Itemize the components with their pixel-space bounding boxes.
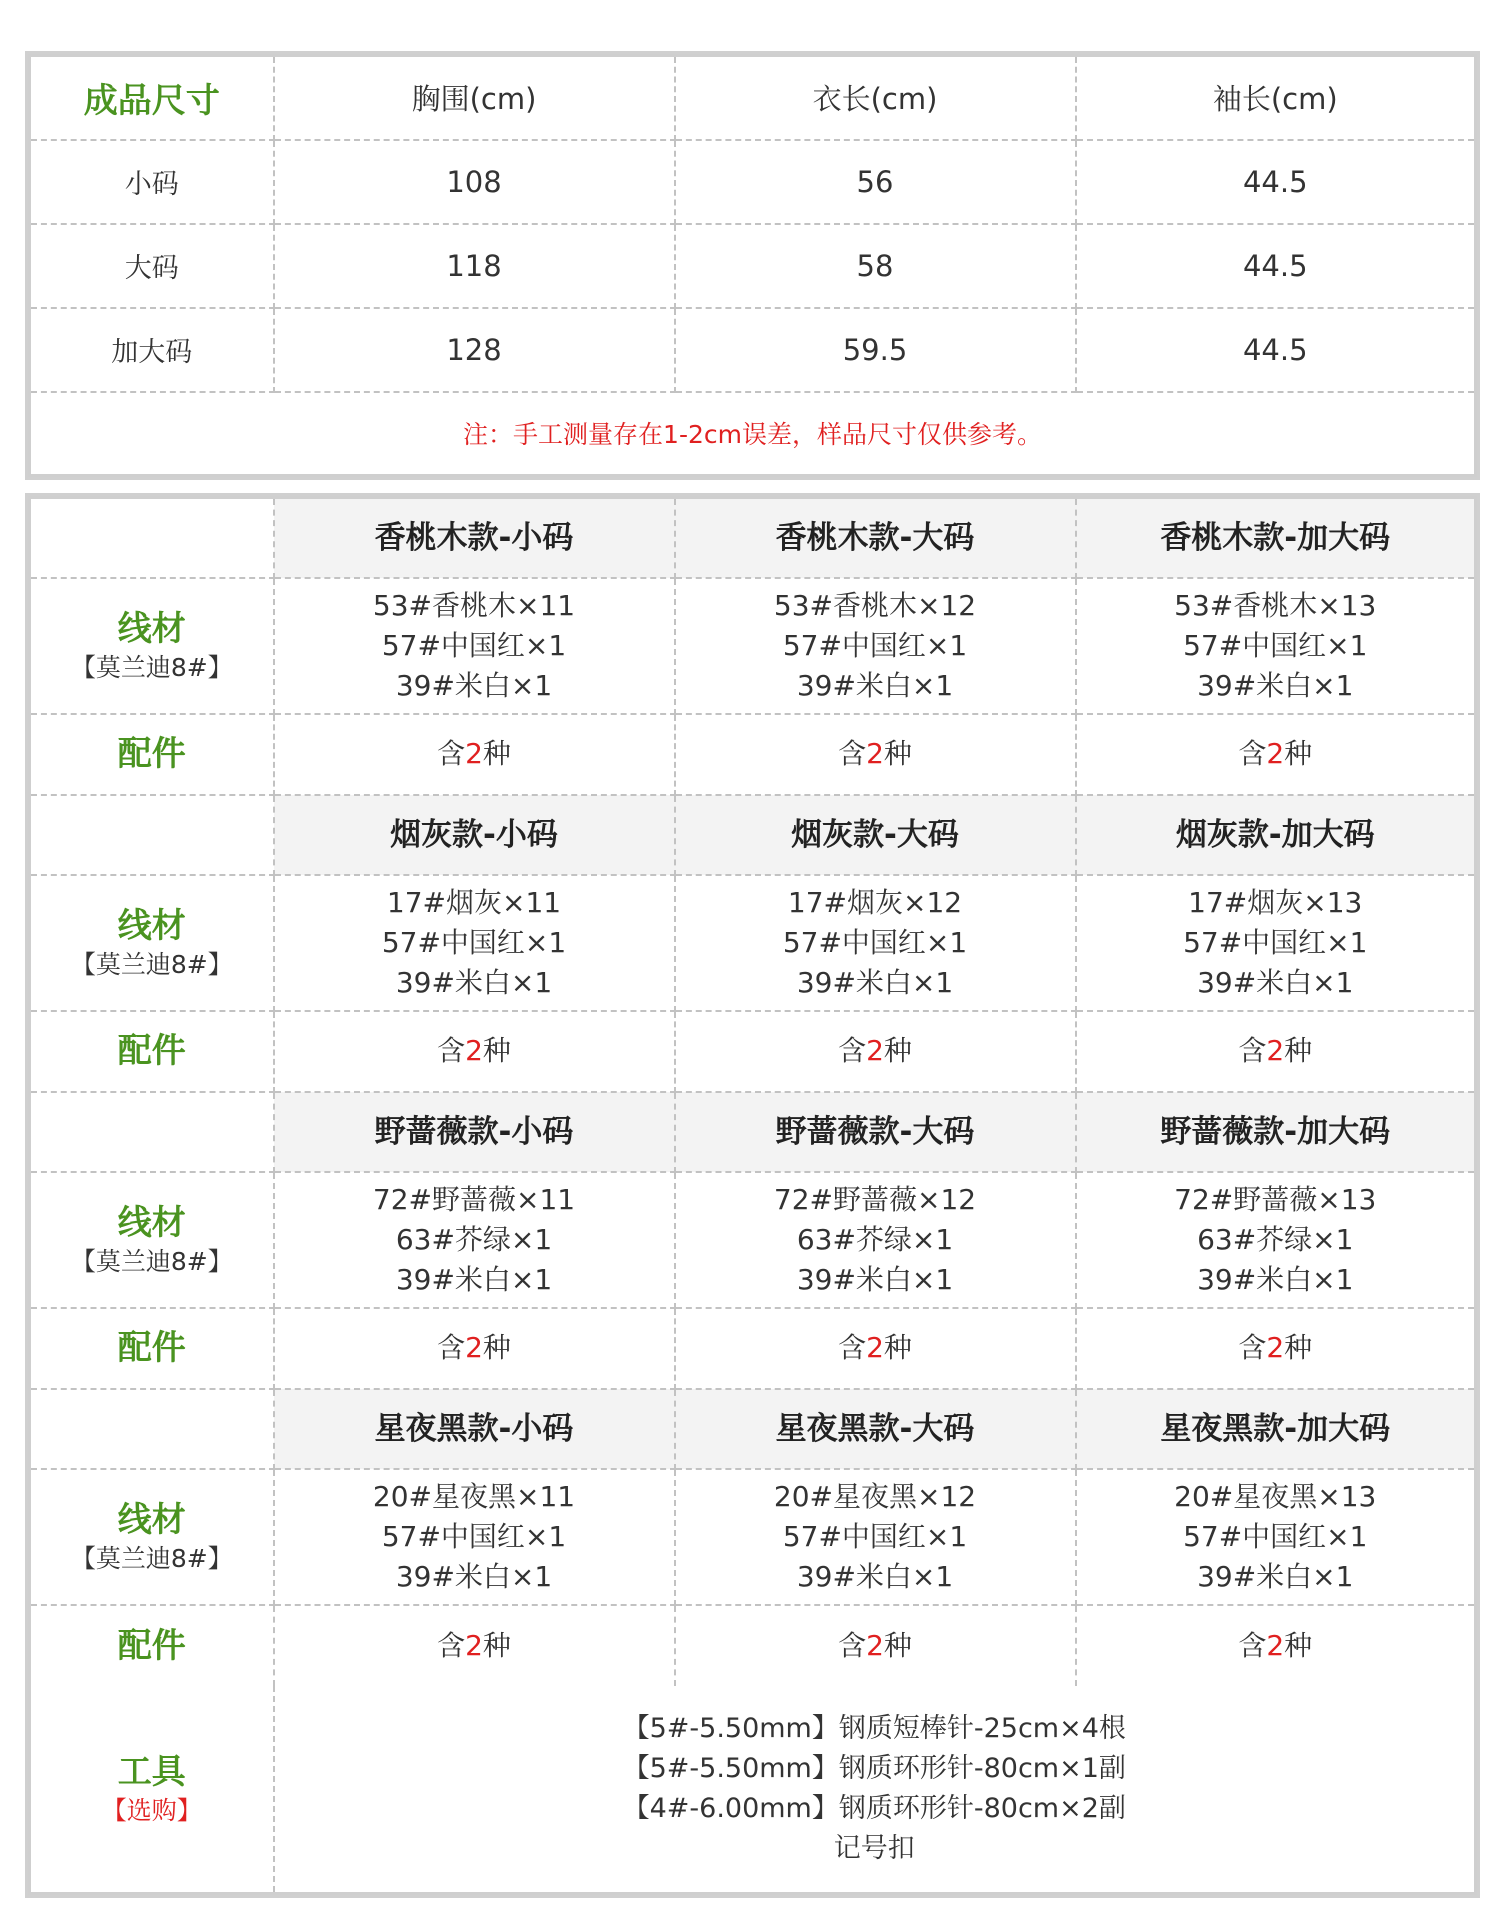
yarn-row bbox=[30, 578, 1476, 714]
yarn-item: 57#中国红×1 bbox=[381, 1519, 567, 1553]
accessory-cell bbox=[675, 1605, 1076, 1686]
yarn-label-cell bbox=[30, 578, 274, 714]
variant-size-header: 野蔷薇款-加大码 bbox=[1076, 1092, 1476, 1172]
note-row bbox=[30, 392, 1476, 476]
yarn-item: 57#中国红×1 bbox=[782, 925, 968, 959]
accessory-count: 2 bbox=[465, 1331, 483, 1364]
yarn-item: 20#星夜黑×11 bbox=[372, 1479, 576, 1513]
yarn-label: 线材 bbox=[117, 608, 186, 649]
accessory-count: 2 bbox=[1266, 1034, 1285, 1067]
accessory-suffix: 种 bbox=[1284, 737, 1313, 770]
accessory-prefix: 含 bbox=[838, 1034, 867, 1067]
accessory-count: 2 bbox=[465, 1034, 483, 1067]
variant-size-header: 香桃木款-加大码 bbox=[1076, 498, 1476, 578]
yarn-item: 72#野蔷薇×11 bbox=[372, 1182, 576, 1216]
size-row-xlarge bbox=[30, 308, 1476, 392]
yarn-item: 57#中国红×1 bbox=[782, 628, 968, 662]
variant-header-row bbox=[30, 498, 1476, 578]
accessory-cell bbox=[675, 714, 1076, 795]
chest-value: 108 bbox=[274, 140, 675, 224]
accessory-label: 配件 bbox=[30, 1011, 274, 1092]
variant-header-row bbox=[30, 1092, 1476, 1172]
tool-item: 记号扣 bbox=[833, 1832, 915, 1864]
yarn-item: 39#米白×1 bbox=[796, 1262, 954, 1296]
header-length: 衣长(cm) bbox=[675, 56, 1076, 140]
size-table-title: 成品尺寸 bbox=[30, 56, 274, 140]
yarn-list-cell bbox=[274, 875, 675, 1011]
accessory-label: 配件 bbox=[30, 714, 274, 795]
yarn-item: 39#米白×1 bbox=[796, 1559, 954, 1593]
accessory-cell bbox=[1076, 1308, 1476, 1389]
yarn-item: 57#中国红×1 bbox=[381, 925, 567, 959]
yarn-item: 39#米白×1 bbox=[1197, 965, 1354, 999]
accessory-suffix: 种 bbox=[1284, 1331, 1313, 1364]
size-label: 加大码 bbox=[30, 308, 274, 392]
yarn-item: 17#烟灰×12 bbox=[787, 885, 963, 919]
tool-item: 【4#-6.00mm】钢质环形针-80cm×2副 bbox=[622, 1792, 1126, 1824]
tool-item: 【5#-5.50mm】钢质环形针-80cm×1副 bbox=[622, 1752, 1126, 1784]
empty-cell bbox=[30, 1389, 274, 1469]
accessory-prefix: 含 bbox=[838, 737, 867, 770]
variant-size-header: 香桃木款-小码 bbox=[274, 498, 675, 578]
yarn-item: 53#香桃木×11 bbox=[372, 588, 576, 622]
yarn-item: 39#米白×1 bbox=[796, 965, 954, 999]
accessory-cell bbox=[274, 1605, 675, 1686]
accessory-suffix: 种 bbox=[1284, 1034, 1313, 1067]
chest-value: 128 bbox=[274, 308, 675, 392]
accessory-prefix: 含 bbox=[437, 1628, 466, 1662]
accessory-suffix: 种 bbox=[1284, 1628, 1313, 1662]
accessory-row bbox=[30, 1308, 1476, 1389]
accessory-cell bbox=[274, 1011, 675, 1092]
accessory-prefix: 含 bbox=[838, 1628, 867, 1662]
yarn-label: 线材 bbox=[117, 1499, 186, 1540]
yarn-item: 39#米白×1 bbox=[796, 668, 954, 702]
tools-label: 工具 bbox=[117, 1751, 186, 1792]
empty-cell bbox=[30, 498, 274, 578]
yarn-label: 线材 bbox=[117, 905, 186, 946]
yarn-item: 53#香桃木×13 bbox=[1174, 588, 1377, 622]
accessory-count: 2 bbox=[465, 1628, 483, 1662]
accessory-prefix: 含 bbox=[1238, 1628, 1267, 1662]
variant-rows bbox=[30, 498, 1476, 1686]
accessory-cell bbox=[274, 714, 675, 795]
accessory-cell bbox=[675, 1308, 1076, 1389]
variant-header-row bbox=[30, 795, 1476, 875]
variant-size-header: 烟灰款-加大码 bbox=[1076, 795, 1476, 875]
accessory-suffix: 种 bbox=[482, 1628, 511, 1662]
empty-cell bbox=[30, 795, 274, 875]
accessory-prefix: 含 bbox=[437, 1331, 466, 1364]
accessory-suffix: 种 bbox=[482, 1034, 511, 1067]
accessory-prefix: 含 bbox=[437, 1034, 466, 1067]
size-row-small bbox=[30, 140, 1476, 224]
yarn-item: 57#中国红×1 bbox=[381, 628, 567, 662]
sleeve-value: 44.5 bbox=[1076, 308, 1476, 392]
chest-value: 118 bbox=[274, 224, 675, 308]
measurement-note: 注：手工测量存在1-2cm误差，样品尺寸仅供参考。 bbox=[30, 392, 1476, 476]
tool-item: 【5#-5.50mm】钢质短棒针-25cm×4根 bbox=[622, 1712, 1126, 1744]
yarn-brand: 【莫兰迪8#】 bbox=[70, 652, 233, 682]
length-value: 58 bbox=[675, 224, 1076, 308]
variant-size-header: 星夜黑款-大码 bbox=[675, 1389, 1076, 1469]
accessory-prefix: 含 bbox=[838, 1331, 867, 1364]
accessory-prefix: 含 bbox=[1238, 737, 1267, 770]
yarn-item: 63#芥绿×1 bbox=[1197, 1222, 1354, 1256]
accessory-cell bbox=[1076, 714, 1476, 795]
yarn-list-cell bbox=[675, 1172, 1076, 1308]
yarn-item: 72#野蔷薇×13 bbox=[1174, 1182, 1377, 1216]
materials-table bbox=[28, 496, 1477, 1895]
header-chest: 胸围(cm) bbox=[274, 56, 675, 140]
accessory-suffix: 种 bbox=[883, 737, 912, 770]
yarn-item: 57#中国红×1 bbox=[1183, 925, 1368, 959]
yarn-label: 线材 bbox=[117, 1202, 186, 1243]
variant-size-header: 星夜黑款-加大码 bbox=[1076, 1389, 1476, 1469]
accessory-cell bbox=[1076, 1011, 1476, 1092]
accessory-count: 2 bbox=[866, 737, 884, 770]
yarn-list-cell bbox=[675, 578, 1076, 714]
tools-list-cell bbox=[274, 1686, 1476, 1894]
yarn-row bbox=[30, 1469, 1476, 1605]
accessory-row bbox=[30, 1605, 1476, 1686]
sleeve-value: 44.5 bbox=[1076, 140, 1476, 224]
accessory-cell bbox=[274, 1308, 675, 1389]
yarn-item: 39#米白×1 bbox=[1197, 1262, 1354, 1296]
length-value: 59.5 bbox=[675, 308, 1076, 392]
header-sleeve: 袖长(cm) bbox=[1076, 56, 1476, 140]
yarn-item: 17#烟灰×11 bbox=[386, 885, 562, 919]
yarn-item: 72#野蔷薇×12 bbox=[773, 1182, 977, 1216]
accessory-row bbox=[30, 1011, 1476, 1092]
accessory-row bbox=[30, 714, 1476, 795]
yarn-label-cell bbox=[30, 1469, 274, 1605]
tools-optional-label: 【选购】 bbox=[101, 1795, 202, 1825]
yarn-label-cell bbox=[30, 875, 274, 1011]
yarn-item: 39#米白×1 bbox=[1197, 668, 1354, 702]
yarn-list-cell bbox=[1076, 578, 1476, 714]
accessory-cell bbox=[675, 1011, 1076, 1092]
yarn-list-cell bbox=[675, 1469, 1076, 1605]
yarn-item: 57#中国红×1 bbox=[1183, 1519, 1368, 1553]
tools-row bbox=[30, 1686, 1476, 1894]
accessory-prefix: 含 bbox=[1238, 1034, 1267, 1067]
yarn-item: 39#米白×1 bbox=[395, 1559, 553, 1593]
yarn-brand: 【莫兰迪8#】 bbox=[70, 1543, 233, 1573]
yarn-row bbox=[30, 875, 1476, 1011]
yarn-list-cell bbox=[1076, 875, 1476, 1011]
accessory-suffix: 种 bbox=[883, 1331, 912, 1364]
variant-size-header: 野蔷薇款-小码 bbox=[274, 1092, 675, 1172]
yarn-item: 39#米白×1 bbox=[395, 668, 553, 702]
yarn-item: 39#米白×1 bbox=[1197, 1559, 1354, 1593]
yarn-list-cell bbox=[274, 578, 675, 714]
accessory-label: 配件 bbox=[30, 1605, 274, 1686]
yarn-item: 39#米白×1 bbox=[395, 1262, 553, 1296]
variant-size-header: 野蔷薇款-大码 bbox=[675, 1092, 1076, 1172]
yarn-item: 53#香桃木×12 bbox=[773, 588, 977, 622]
size-label: 大码 bbox=[30, 224, 274, 308]
accessory-count: 2 bbox=[866, 1331, 884, 1364]
accessory-cell bbox=[1076, 1605, 1476, 1686]
yarn-list-cell bbox=[1076, 1469, 1476, 1605]
accessory-suffix: 种 bbox=[883, 1034, 912, 1067]
yarn-item: 57#中国红×1 bbox=[1183, 628, 1368, 662]
yarn-item: 63#芥绿×1 bbox=[395, 1222, 553, 1256]
sleeve-value: 44.5 bbox=[1076, 224, 1476, 308]
accessory-count: 2 bbox=[465, 737, 483, 770]
yarn-brand: 【莫兰迪8#】 bbox=[70, 949, 233, 979]
yarn-item: 20#星夜黑×12 bbox=[773, 1479, 977, 1513]
yarn-list-cell bbox=[274, 1469, 675, 1605]
yarn-brand: 【莫兰迪8#】 bbox=[70, 1246, 233, 1276]
accessory-prefix: 含 bbox=[437, 737, 466, 770]
yarn-label-cell bbox=[30, 1172, 274, 1308]
accessory-count: 2 bbox=[866, 1628, 884, 1662]
yarn-item: 63#芥绿×1 bbox=[796, 1222, 954, 1256]
empty-cell bbox=[30, 1092, 274, 1172]
yarn-item: 39#米白×1 bbox=[395, 965, 553, 999]
yarn-list-cell bbox=[675, 875, 1076, 1011]
variant-size-header: 星夜黑款-小码 bbox=[274, 1389, 675, 1469]
accessory-suffix: 种 bbox=[482, 1331, 511, 1364]
length-value: 56 bbox=[675, 140, 1076, 224]
accessory-count: 2 bbox=[1266, 737, 1285, 770]
variant-size-header: 烟灰款-大码 bbox=[675, 795, 1076, 875]
size-table bbox=[28, 54, 1477, 477]
yarn-list-cell bbox=[1076, 1172, 1476, 1308]
accessory-label: 配件 bbox=[30, 1308, 274, 1389]
accessory-count: 2 bbox=[866, 1034, 884, 1067]
yarn-item: 57#中国红×1 bbox=[782, 1519, 968, 1553]
size-header-row bbox=[30, 56, 1476, 140]
size-label: 小码 bbox=[30, 140, 274, 224]
accessory-prefix: 含 bbox=[1238, 1331, 1267, 1364]
size-row-large bbox=[30, 224, 1476, 308]
yarn-item: 20#星夜黑×13 bbox=[1174, 1479, 1377, 1513]
accessory-suffix: 种 bbox=[482, 737, 511, 770]
variant-size-header: 烟灰款-小码 bbox=[274, 795, 675, 875]
variant-header-row bbox=[30, 1389, 1476, 1469]
tools-label-cell bbox=[30, 1686, 274, 1894]
yarn-list-cell bbox=[274, 1172, 675, 1308]
accessory-count: 2 bbox=[1266, 1628, 1285, 1662]
accessory-suffix: 种 bbox=[883, 1628, 912, 1662]
yarn-row bbox=[30, 1172, 1476, 1308]
variant-size-header: 香桃木款-大码 bbox=[675, 498, 1076, 578]
accessory-count: 2 bbox=[1266, 1331, 1285, 1364]
yarn-item: 17#烟灰×13 bbox=[1188, 885, 1363, 919]
